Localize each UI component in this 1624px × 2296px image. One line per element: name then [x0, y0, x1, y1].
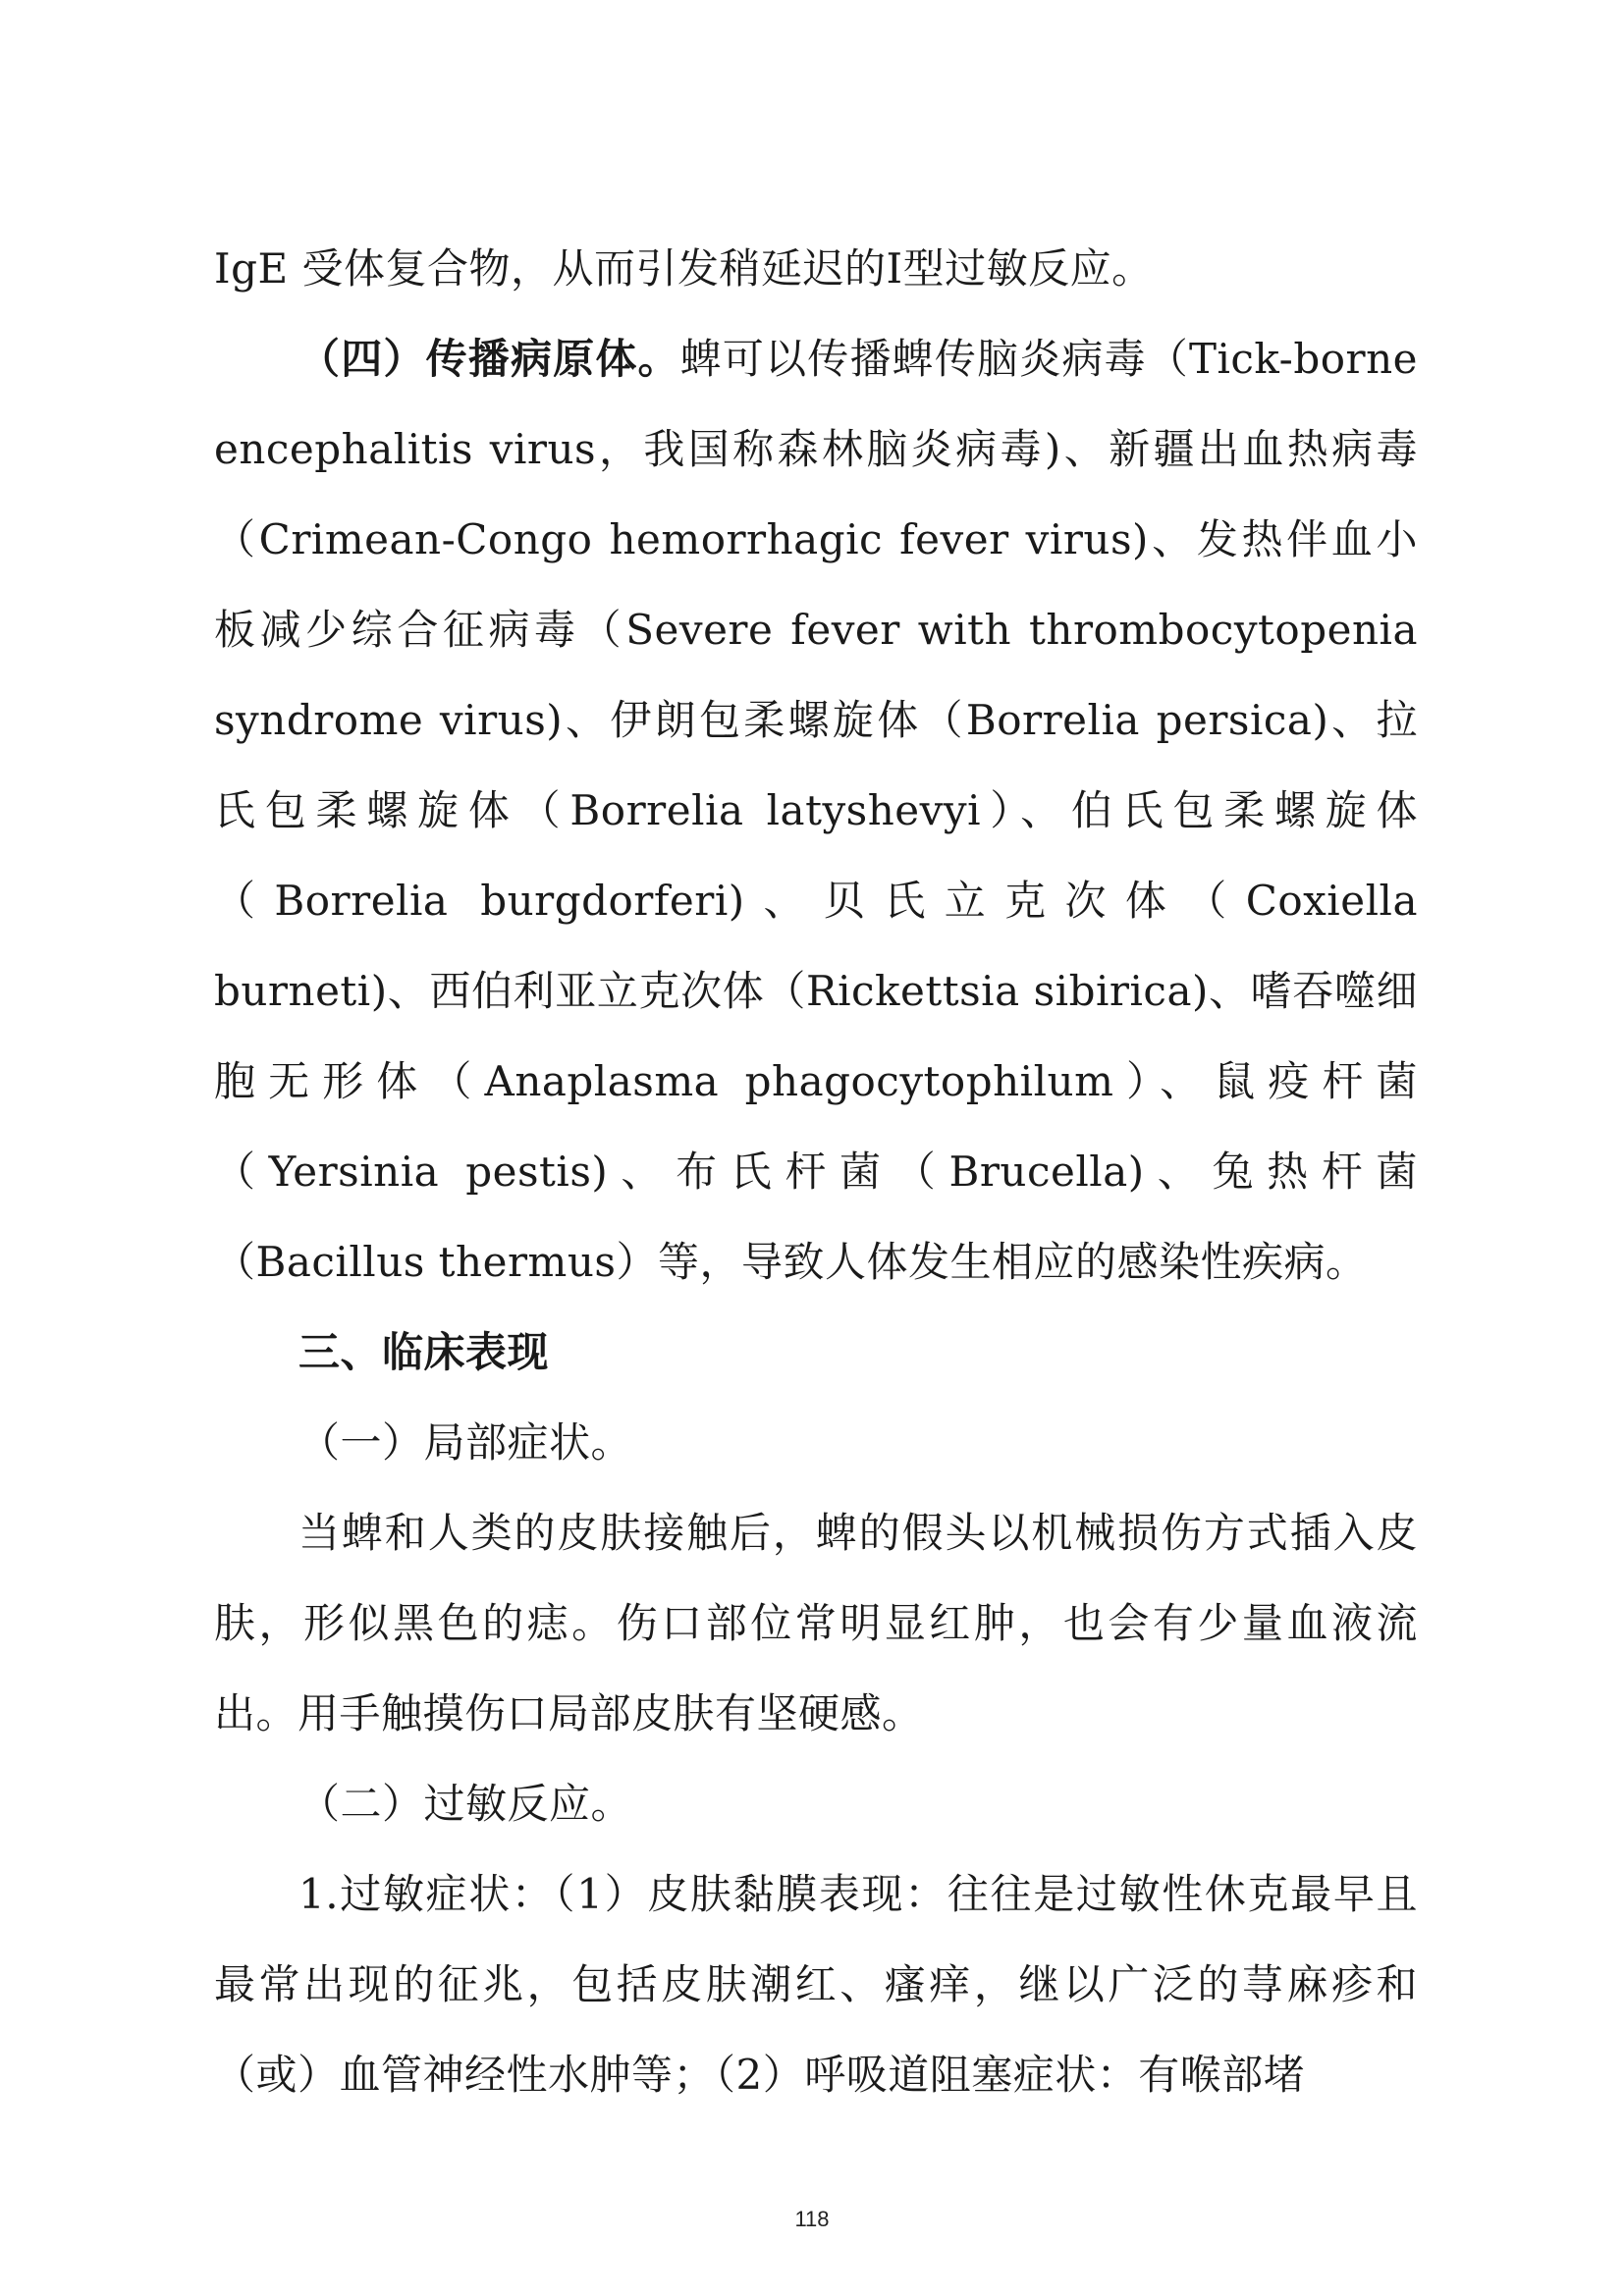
paragraph-local-symptoms: 当蜱和人类的皮肤接触后，蜱的假头以机械损伤方式插入皮肤，形似黑色的痣。伤口部位常明显红肿，也会有少量血液流出。用手触摸伤口局部皮肤有坚硬感。	[214, 1509, 1418, 1737]
subsection-heading-allergic-reaction: （二）过敏反应。	[298, 1780, 633, 1828]
subsection-heading-four: （四）传播病原体。	[298, 335, 680, 383]
paragraph-ige-continuation	[214, 224, 1418, 314]
page-number: 118	[794, 2207, 830, 2231]
document-body	[214, 224, 1418, 2120]
paragraph-allergic-symptoms: 1.过敏症状：（1）皮肤黏膜表现：往往是过敏性休克最早且最常出现的征兆，包括皮肤潮红、瘙痒，继以广泛的荨麻疹和（或）血管神经性水肿等；（2）呼吸道阻塞症状：有喉部堵	[214, 1870, 1418, 2099]
section-heading-clinical-manifestations: 三、临床表现	[298, 1328, 550, 1376]
paragraph-text: IgE 受体复合物，从而引发稍延迟的Ⅰ型过敏反应。	[214, 244, 1154, 293]
subsection-heading-local-symptoms: （一）局部症状。	[298, 1418, 633, 1467]
paragraph-pathogen-transmission	[214, 314, 1418, 1308]
paragraph-text: 蜱可以传播蜱传脑炎病毒（Tick-borne encephalitis virus，我国称森林脑炎病毒)、新疆出血热病毒（Crimean-Congo hemorrhagic fever virus)、发热伴血小板减少综合征病毒（Severe fever with thrombocytopenia syndrome virus)、伊朗包柔螺旋体（Borrelia persica)、拉氏包柔螺旋体（Borrelia latyshevyi）、伯氏包柔螺旋体（Borrelia burgdorferi)、贝氏立克次体（Coxiella burneti)、西伯利亚立克次体（Rickettsia sibirica)、嗜吞噬细胞无形体（Anaplasma phagocytophilum）、鼠疫杆菌（Yersinia pestis)、布氏杆菌（Brucella)、兔热杆菌（Bacillus thermus）等，导致人体发生相应的感染性疾病。	[214, 335, 1418, 1286]
